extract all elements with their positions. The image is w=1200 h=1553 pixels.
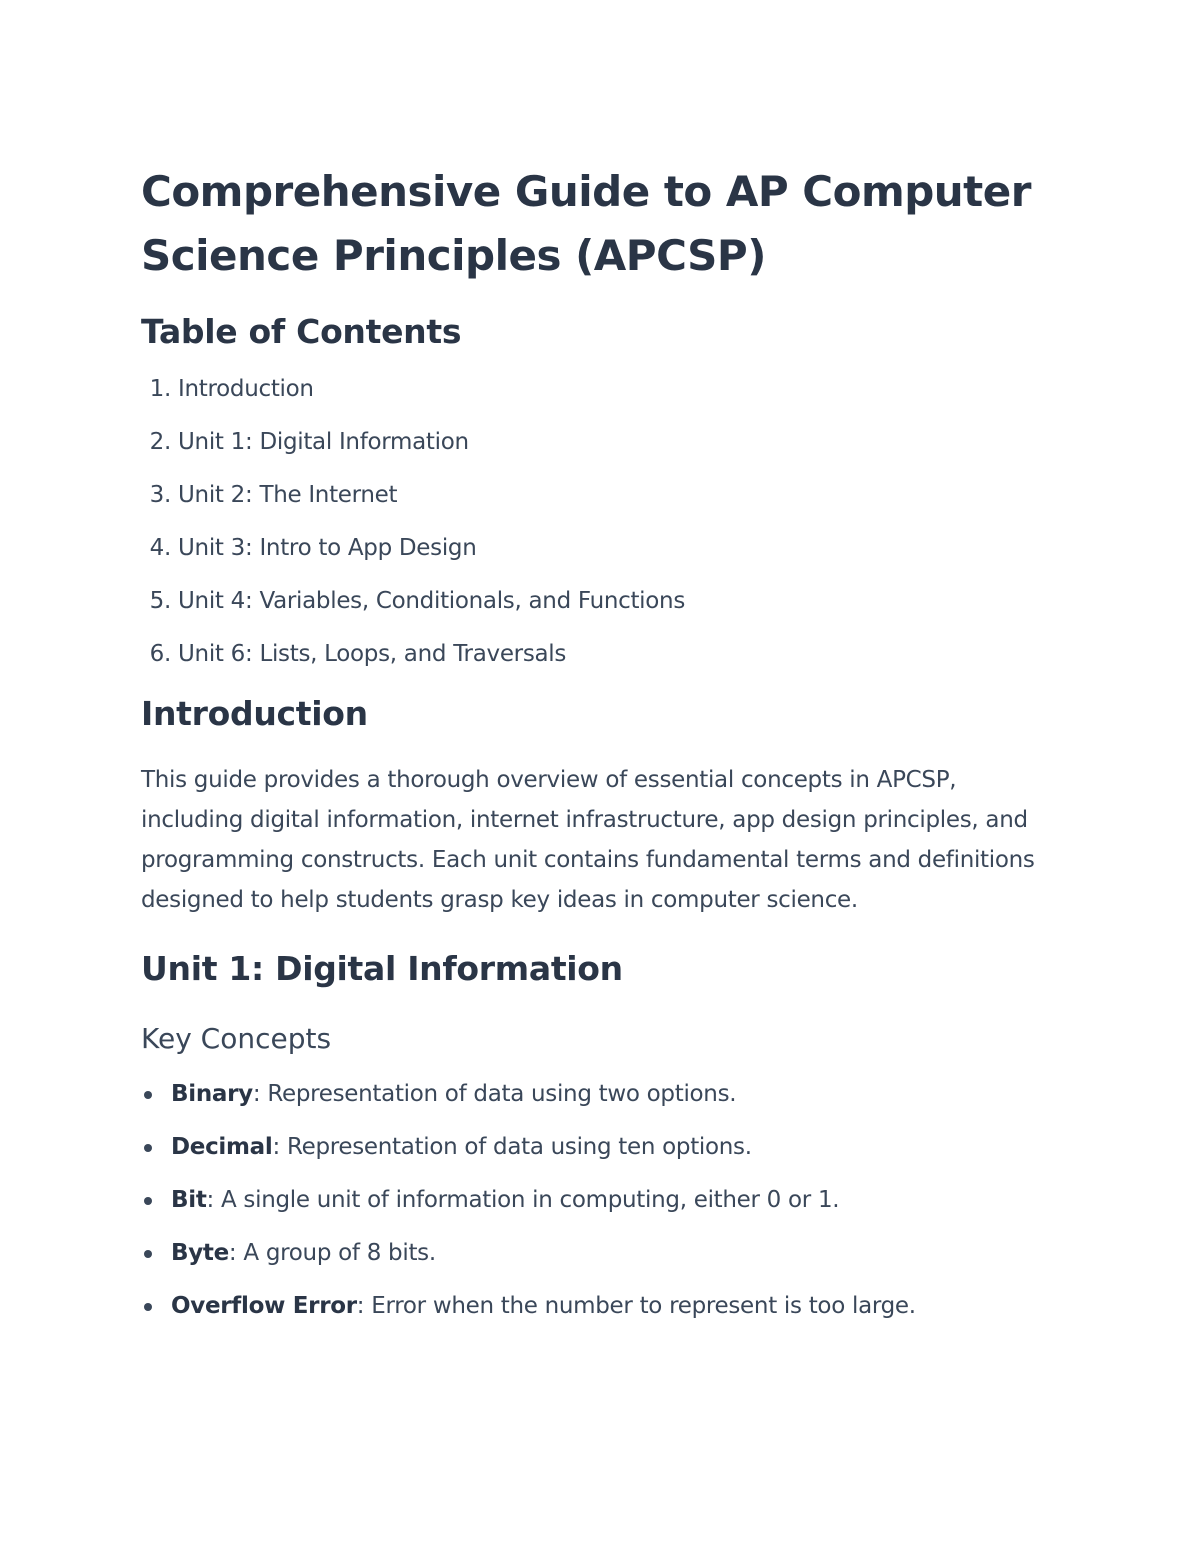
toc-item-label: Unit 6: Lists, Loops, and Traversals — [178, 641, 567, 667]
concept-term: Byte — [171, 1240, 229, 1266]
introduction-paragraph: This guide provides a thorough overview of essential concepts in APCSP, including digital information, internet infrastructure, app design principles, and programming constructs. Each unit contains fundamental terms and definitions designed to help students grasp key ideas in computer science. — [141, 767, 1035, 913]
concept-definition: : Error when the number to represent is too large. — [356, 1293, 916, 1319]
list-item — [141, 1291, 1071, 1344]
toc-item-label: Introduction — [178, 376, 314, 402]
list-item — [141, 1079, 1071, 1132]
concept-definition: : A group of 8 bits. — [228, 1240, 436, 1266]
concept-term: Overflow Error — [171, 1293, 357, 1319]
key-concepts-list — [141, 1079, 1071, 1344]
concept-term: Binary — [171, 1081, 253, 1107]
bullet-icon — [144, 1250, 152, 1258]
toc-item: 4. Unit 3: Intro to App Design — [149, 535, 477, 561]
bullet-icon — [144, 1091, 152, 1099]
toc-item: 3. Unit 2: The Internet — [149, 482, 398, 508]
toc-item-label: Unit 1: Digital Information — [178, 429, 469, 455]
table-of-contents — [141, 374, 1071, 692]
concept-definition: : A single unit of information in computing, either 0 or 1. — [206, 1187, 840, 1213]
toc-item: 5. Unit 4: Variables, Conditionals, and Functions — [149, 588, 686, 614]
toc-item-label: Unit 3: Intro to App Design — [178, 535, 477, 561]
concept-definition: : Representation of data using two options. — [252, 1081, 737, 1107]
toc-item: 1. Introduction — [149, 376, 314, 402]
list-item — [141, 1185, 1071, 1238]
document-page — [141, 160, 1071, 1344]
document-title-line-1: Comprehensive Guide to AP Computer — [141, 167, 1031, 216]
toc-item: 2. Unit 1: Digital Information — [149, 429, 469, 455]
key-concepts-heading: Key Concepts — [141, 1022, 332, 1055]
concept-term: Bit — [171, 1187, 207, 1213]
concept-term: Decimal — [171, 1134, 273, 1160]
toc-item-label: Unit 4: Variables, Conditionals, and Functions — [178, 588, 686, 614]
document-title — [141, 160, 1071, 288]
unit1-heading: Unit 1: Digital Information — [141, 949, 623, 988]
list-item — [141, 1132, 1071, 1185]
toc-item: 6. Unit 6: Lists, Loops, and Traversals — [149, 641, 567, 667]
toc-item-label: Unit 2: The Internet — [178, 482, 398, 508]
introduction-heading: Introduction — [141, 694, 368, 733]
concept-definition: : Representation of data using ten options. — [272, 1134, 752, 1160]
document-title-line-2: Science Principles (APCSP) — [141, 231, 766, 280]
bullet-icon — [144, 1144, 152, 1152]
bullet-icon — [144, 1197, 152, 1205]
bullet-icon — [144, 1303, 152, 1311]
list-item — [141, 1238, 1071, 1291]
toc-heading: Table of Contents — [141, 312, 462, 351]
